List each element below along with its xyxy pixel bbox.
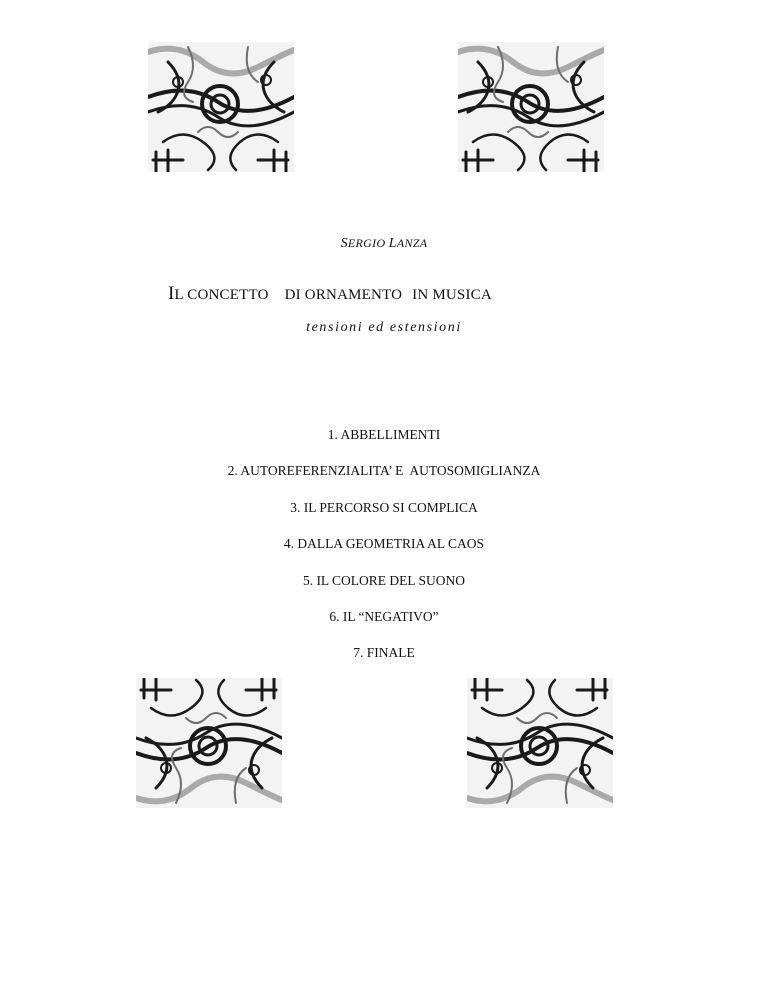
title-part-3: IN MUSICA — [412, 287, 492, 303]
ornament-top-right-icon — [458, 42, 604, 172]
author-name — [0, 236, 768, 252]
author-first-rest: ERGIO — [347, 236, 386, 250]
document-title — [168, 283, 492, 305]
title-part-1: L CONCETTO — [174, 287, 269, 303]
title-initial: I — [168, 283, 175, 304]
author-last-initial: L — [388, 236, 397, 251]
author-last-rest: ANZA — [396, 236, 428, 250]
ornament-bottom-right-icon — [467, 678, 613, 808]
ornament-top-left-icon — [148, 42, 294, 172]
toc-item: 2. AUTOREFERENZIALITA’ E AUTOSOMIGLIANZA — [227, 463, 541, 479]
document-subtitle: tensioni ed estensioni — [306, 320, 462, 335]
toc-item: 6. IL “NEGATIVO” — [329, 608, 439, 624]
toc-item: 4. DALLA GEOMETRIA AL CAOS — [283, 536, 485, 552]
toc-item: 5. IL COLORE DEL SUONO — [302, 572, 466, 588]
toc-item: 3. IL PERCORSO SI COMPLICA — [290, 499, 478, 515]
toc-item: 7. FINALE — [353, 645, 415, 661]
ornament-bottom-left-icon — [136, 678, 282, 808]
author-first-initial: S — [340, 236, 348, 251]
table-of-contents — [0, 425, 768, 680]
toc-item: 1. ABBELLIMENTI — [327, 427, 441, 442]
title-part-2: DI ORNAMENTO — [284, 287, 403, 303]
